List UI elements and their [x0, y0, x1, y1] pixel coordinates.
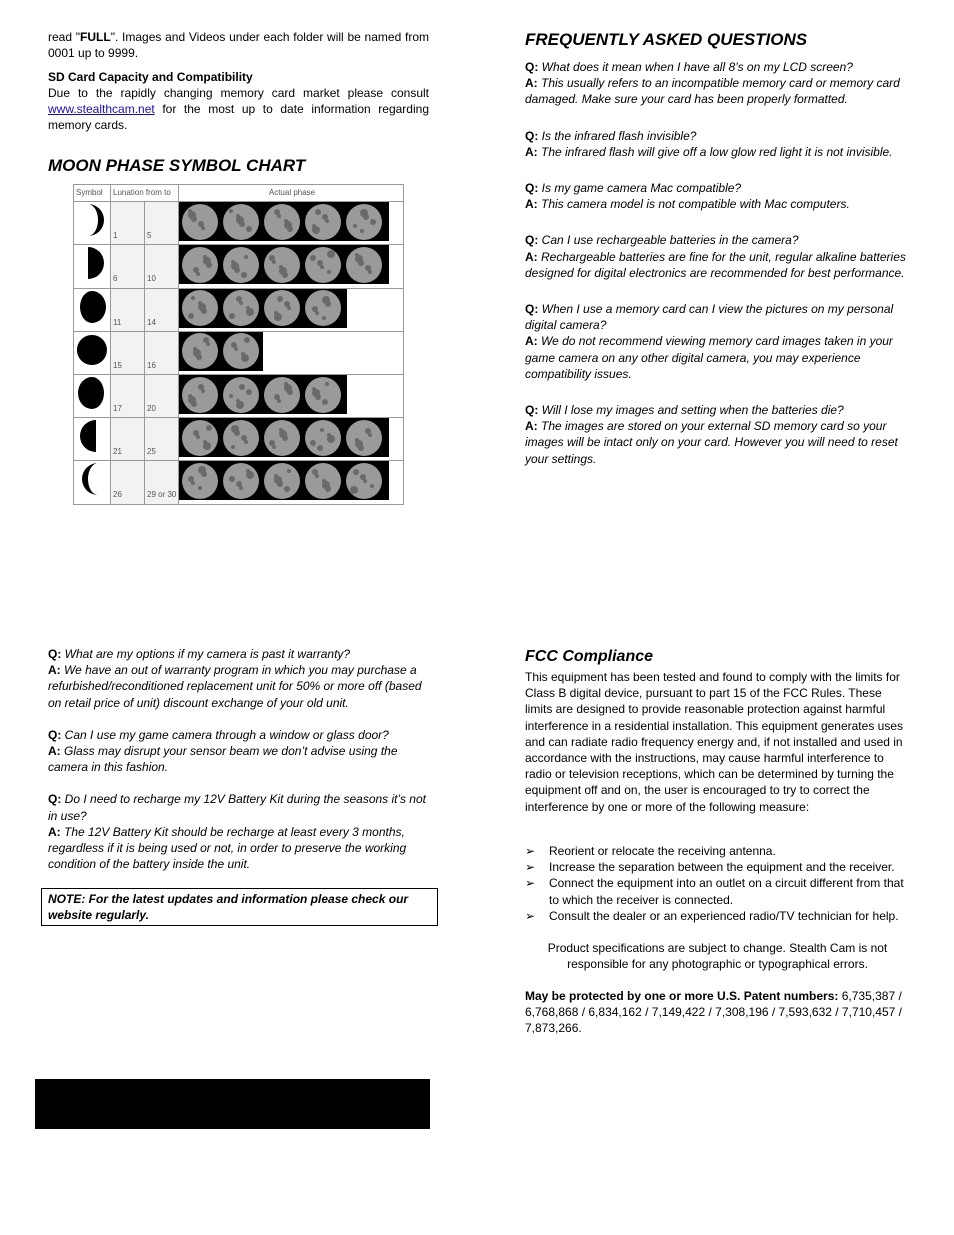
note-box: NOTE: For the latest updates and information please check our website regularly.	[41, 888, 438, 926]
fcc-bullet-item: ➢ Consult the dealer or an experienced radio/TV technician for help.	[525, 908, 899, 923]
arrow-bullet-icon: ➢	[525, 876, 536, 891]
lunation-from: 21	[111, 418, 145, 461]
faq-item	[48, 727, 433, 776]
lunation-from: 6	[111, 245, 145, 288]
first-quarter-icon	[74, 245, 111, 288]
lunation-to: 10	[145, 245, 179, 288]
faq-question: Q: What are my options if my camera is past it warranty?	[48, 647, 351, 661]
q-label: Q:	[525, 181, 542, 196]
q-label: Q:	[525, 403, 542, 418]
lunation-header: Lunation from to	[111, 185, 179, 202]
arrow-bullet-icon: ➢	[525, 860, 536, 875]
q-label: Q:	[48, 647, 65, 661]
arrow-bullet-icon: ➢	[525, 908, 536, 923]
lunation-to: 20	[145, 375, 179, 418]
faq-answer: A: The images are stored on your external SD memory card so your images will be intact only on your card. However you will need to reset your settings.	[525, 419, 898, 466]
moon-phase-table	[73, 184, 404, 505]
waxing-crescent-icon	[74, 202, 111, 245]
lunation-to: 29 or 30	[145, 461, 179, 504]
faq-item	[525, 232, 910, 281]
actual-phase-cell	[179, 331, 404, 374]
a-label: A:	[525, 249, 541, 264]
moon-photo	[220, 245, 261, 284]
moon-photo	[343, 202, 384, 241]
moon-row	[74, 288, 404, 331]
faq-question: Q: What does it mean when I have all 8’s on my LCD screen?	[525, 60, 853, 74]
moon-photo	[220, 461, 261, 500]
moon-photo	[220, 202, 261, 241]
actual-phase-cell	[179, 245, 404, 288]
q-label: Q:	[48, 792, 65, 807]
a-label: A:	[525, 197, 541, 212]
sd-paragraph	[48, 85, 429, 134]
faq-question: Q: Can I use my game camera through a window or glass door?	[48, 727, 389, 742]
moon-photo	[220, 418, 261, 457]
moon-photo	[261, 289, 302, 328]
moon-photo	[261, 375, 302, 414]
moon-photo	[261, 418, 302, 457]
moon-photo	[302, 375, 343, 414]
waning-gibbous-icon	[74, 375, 111, 418]
faq-question: Q: When I use a memory card can I view the pictures on my personal digital camera?	[525, 302, 894, 333]
patent-numbers: 6,735,387 / 6,768,868 / 6,834,162 / 7,149,422 / 7,308,196 / 7,593,632 / 7,710,457 / 7,873,266.	[525, 989, 902, 1036]
fcc-bullet-item: ➢ Connect the equipment into an outlet on a circuit different from that to which the receiver is connected.	[525, 876, 904, 907]
faq-item	[48, 646, 433, 711]
faq-item	[525, 301, 910, 382]
fcc-bullet-item: ➢ Reorient or relocate the receiving antenna.	[525, 844, 776, 858]
q-label: Q:	[525, 60, 542, 74]
moon-photo	[343, 461, 384, 500]
actual-phase-cell	[179, 461, 404, 504]
q-label: Q:	[525, 302, 542, 317]
waxing-gibbous-icon	[74, 288, 111, 331]
moon-photo	[343, 245, 384, 284]
stealthcam-link[interactable]: www.stealthcam.net	[48, 102, 155, 117]
moon-photo	[179, 245, 220, 284]
actual-phase-cell	[179, 288, 404, 331]
faq-answer: A: The infrared flash will give off a low glow red light it is not invisible.	[525, 144, 893, 159]
moon-photo	[179, 289, 220, 328]
waning-crescent-icon	[74, 461, 111, 504]
moon-row	[74, 245, 404, 288]
faq-answer: A: Rechargeable batteries are fine for the unit, regular alkaline batteries designed for digital electronics are recommended for best performance.	[525, 249, 906, 280]
actual-phase-cell	[179, 202, 404, 245]
faq-item	[525, 128, 910, 160]
moon-row	[74, 331, 404, 374]
faq-list	[525, 59, 910, 467]
moon-photo	[302, 245, 343, 284]
black-bar	[35, 1079, 430, 1129]
faq-title: FREQUENTLY ASKED QUESTIONS	[525, 30, 808, 49]
moon-row	[74, 202, 404, 245]
symbol-header: Symbol	[74, 185, 111, 202]
phase-header: Actual phase	[179, 185, 404, 202]
actual-phase-cell	[179, 418, 404, 461]
moon-photo	[343, 418, 384, 457]
q-label: Q:	[48, 727, 65, 742]
faq-item	[525, 402, 910, 467]
intro-paragraph	[48, 29, 429, 61]
lunation-to: 16	[145, 331, 179, 374]
sd-text-end: for the most up to date information regarding memory cards.	[48, 102, 429, 133]
sd-text: Due to the rapidly changing memory card market please consult	[48, 86, 429, 100]
sd-heading: SD Card Capacity and Compatibility	[48, 70, 253, 84]
a-label: A:	[525, 419, 541, 434]
faq-item	[48, 791, 433, 872]
a-label: A:	[525, 334, 541, 349]
moon-photo	[302, 202, 343, 241]
faq-answer: A: This camera model is not compatible with Mac computers.	[525, 197, 850, 212]
lunation-from: 11	[111, 288, 145, 331]
faq-answer: A: Glass may disrupt your sensor beam we don’t advise using the camera in this fashion.	[48, 744, 398, 775]
lunation-to: 14	[145, 288, 179, 331]
arrow-bullet-icon: ➢	[525, 844, 536, 858]
last-quarter-icon	[74, 418, 111, 461]
moon-photo	[179, 461, 220, 500]
fcc-title: FCC Compliance	[525, 648, 654, 665]
patent-label: May be protected by one or more U.S. Patent numbers:	[525, 989, 839, 1003]
q-label: Q:	[525, 233, 542, 248]
faq-question: Q: Will I lose my images and setting when the batteries die?	[525, 403, 844, 418]
moon-photo	[261, 202, 302, 241]
moon-photo	[220, 289, 261, 328]
lunation-to: 5	[145, 202, 179, 245]
moon-photo	[179, 375, 220, 414]
fcc-bullets	[525, 843, 910, 924]
moon-photo	[261, 461, 302, 500]
faq-question: Q: Do I need to recharge my 12V Battery Kit during the seasons it’s not in use?	[48, 792, 426, 823]
a-label: A:	[525, 76, 541, 91]
moon-photo	[302, 418, 343, 457]
moon-photo	[220, 375, 261, 414]
lunation-from: 17	[111, 375, 145, 418]
faq-answer: A: We do not recommend viewing memory card images taken in your game camera on any other digital camera, you may experience compatibility issues.	[525, 334, 893, 381]
lunation-to: 25	[145, 418, 179, 461]
specs-note: Product specifications are subject to change. Stealth Cam is not responsible for any photographic or typographical errors.	[547, 941, 888, 972]
moon-photo	[179, 418, 220, 457]
moon-photo	[302, 289, 343, 328]
moon-photo	[179, 332, 220, 371]
actual-phase-cell	[179, 375, 404, 418]
lunation-from: 1	[111, 202, 145, 245]
fcc-bullet-list	[525, 843, 910, 924]
intro-text: read "	[48, 30, 81, 44]
q-label: Q:	[525, 128, 542, 143]
lunation-from: 26	[111, 461, 145, 504]
faq-answer: A: This usually refers to an incompatible memory card or memory card damaged. Make sure your card has been properly formatted.	[525, 76, 900, 107]
moon-photo	[179, 202, 220, 241]
intro-text-end: ". Images and Videos under each folder will be named from 0001 up to 9999.	[48, 30, 429, 61]
moon-chart-title: MOON PHASE SYMBOL CHART	[48, 156, 306, 175]
full-icon	[74, 331, 111, 374]
faq-question: Q: Is the infrared flash invisible?	[525, 128, 697, 143]
moon-photo	[220, 332, 261, 371]
a-label: A:	[525, 144, 541, 159]
faq-lower-list	[48, 646, 433, 872]
patent-paragraph	[525, 988, 910, 1037]
faq-answer: A: The 12V Battery Kit should be recharge at least every 3 months, regardless if it is being used or not, in order to preserve the working condition of the battery inside the unit.	[48, 824, 407, 872]
faq-question: Q: Can I use rechargeable batteries in the camera?	[525, 233, 799, 248]
moon-photo	[261, 245, 302, 284]
faq-answer: A: We have an out of warranty program in which you may purchase a refurbished/reconditioned replacement unit for 50% or more off (based on retail price of unit) discount exchange of your old unit.	[48, 663, 422, 710]
a-label: A:	[48, 744, 64, 759]
fcc-body: This equipment has been tested and found to comply with the limits for Class B digital device, pursuant to part 15 of the FCC Rules. These limits are designed to provide reasonable protection against harmful interference in a residential installation. This equipment generates uses and can radiate radio frequency energy and, if not installed and used in accordance with the instructions, may cause harmful interference to radio or television receptions, which can be determined by turning the equipment off and on, the user is encouraged to try to correct the interference by one or more of the following measure:	[525, 670, 903, 814]
moon-row	[74, 461, 404, 504]
intro-bold: FULL	[80, 30, 111, 44]
lunation-from: 15	[111, 331, 145, 374]
a-label: A:	[48, 824, 64, 839]
moon-row	[74, 418, 404, 461]
faq-item	[525, 180, 910, 212]
moon-phase-chart	[73, 184, 404, 505]
moon-row	[74, 375, 404, 418]
a-label: A:	[48, 663, 64, 678]
moon-photo	[302, 461, 343, 500]
faq-item	[525, 59, 910, 108]
faq-question: Q: Is my game camera Mac compatible?	[525, 181, 742, 196]
fcc-bullet-item: ➢ Increase the separation between the equipment and the receiver.	[525, 860, 895, 875]
